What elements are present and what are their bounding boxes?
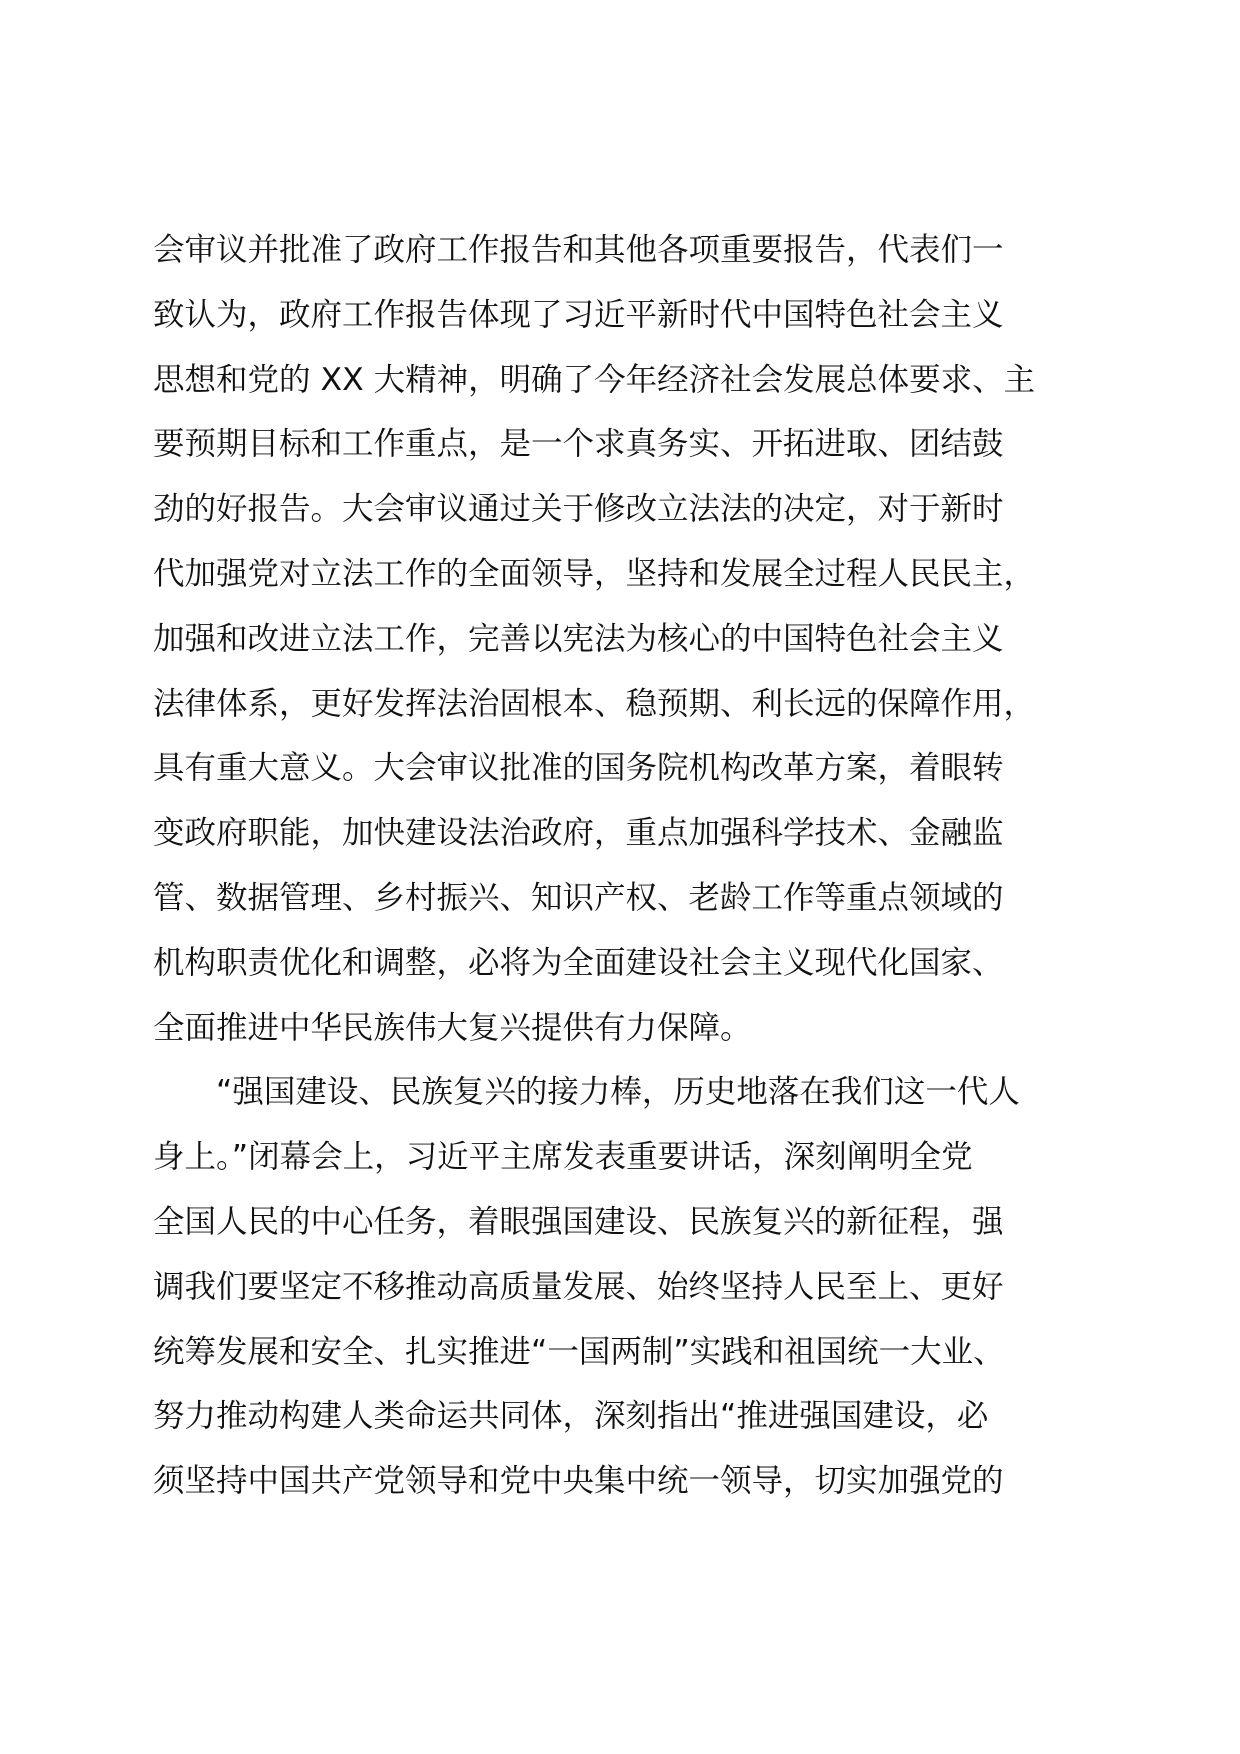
text-line: 思想和党的 XX 大精神，明确了今年经济社会发展总体要求、主 bbox=[153, 361, 1036, 398]
text-line: 努力推动构建人类命运共同体，深刻指出“推进强国建设，必 bbox=[153, 1398, 989, 1435]
text-line: 须坚持中国共产党领导和党中央集中统一领导，切实加强党的 bbox=[153, 1463, 1004, 1500]
text-line: 全国人民的中心任务，着眼强国建设、民族复兴的新征程，强 bbox=[153, 1203, 1004, 1240]
paragraph-1 bbox=[153, 218, 1093, 1060]
text-line: 变政府职能，加快建设法治政府，重点加强科学技术、金融监 bbox=[153, 815, 1004, 852]
text-line: 管、数据管理、乡村振兴、知识产权、老龄工作等重点领域的 bbox=[153, 879, 1004, 916]
text-line: 加强和改进立法工作，完善以宪法为核心的中国特色社会主义 bbox=[153, 620, 1004, 657]
text-line: 调我们要坚定不移推动高质量发展、始终坚持人民至上、更好 bbox=[153, 1268, 1004, 1305]
text-line: 全面推进中华民族伟大复兴提供有力保障。 bbox=[153, 1009, 752, 1046]
body-text bbox=[153, 218, 1093, 1514]
text-line: 致认为，政府工作报告体现了习近平新时代中国特色社会主义 bbox=[153, 296, 1004, 333]
text-line: 具有重大意义。大会审议批准的国务院机构改革方案，着眼转 bbox=[153, 750, 1004, 787]
text-line: 身上。”闭幕会上，习近平主席发表重要讲话，深刻阐明全党 bbox=[153, 1139, 973, 1176]
paragraph-2 bbox=[153, 1060, 1093, 1514]
text-line-indented: “强国建设、民族复兴的接力棒，历史地落在我们这一代人 bbox=[216, 1074, 1020, 1111]
text-line: 法律体系，更好发挥法治固根本、稳预期、利长远的保障作用， bbox=[153, 685, 1036, 722]
text-line: 代加强党对立法工作的全面领导，坚持和发展全过程人民民主， bbox=[153, 555, 1036, 592]
text-line: 要预期目标和工作重点，是一个求真务实、开拓进取、团结鼓 bbox=[153, 426, 1004, 463]
text-line: 会审议并批准了政府工作报告和其他各项重要报告，代表们一 bbox=[153, 232, 1004, 268]
text-line: 机构职责优化和调整，必将为全面建设社会主义现代化国家、 bbox=[153, 944, 1004, 981]
text-line: 统筹发展和安全、扎实推进“一国两制”实践和祖国统一大业、 bbox=[153, 1333, 1005, 1370]
text-line: 劲的好报告。大会审议通过关于修改立法法的决定，对于新时 bbox=[153, 491, 1004, 528]
